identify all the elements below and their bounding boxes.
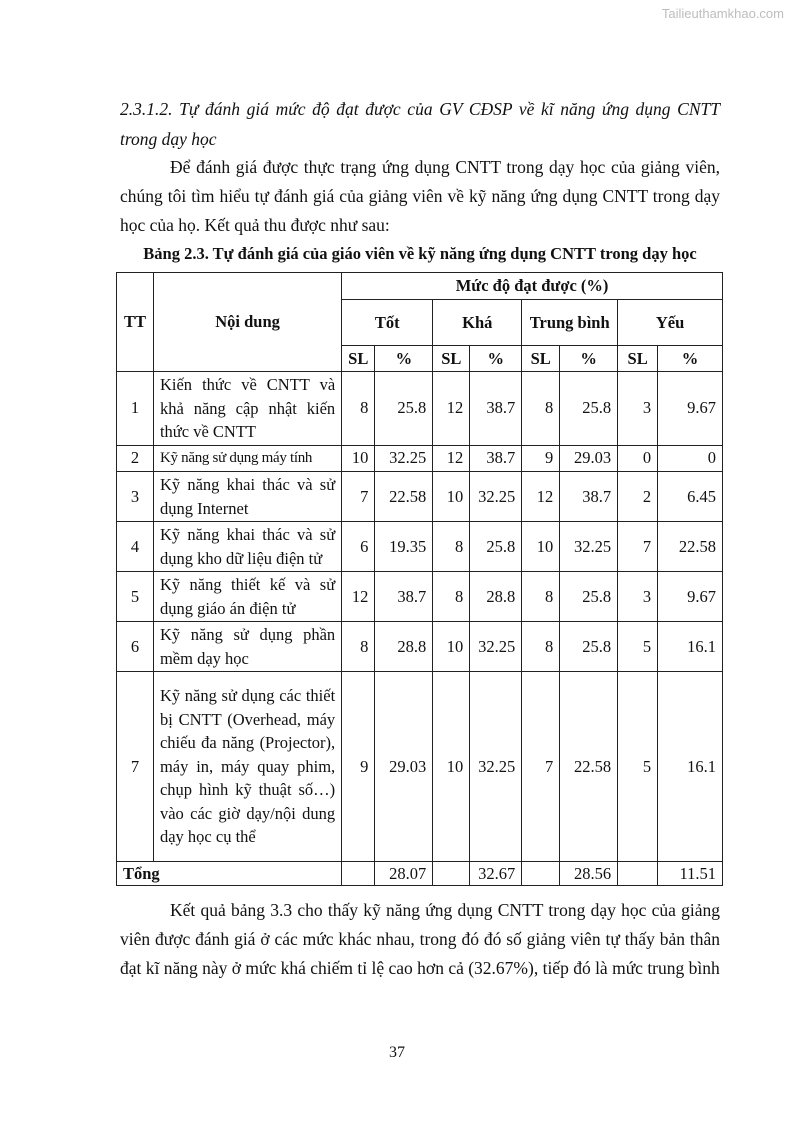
cell-count: 8 bbox=[342, 622, 375, 672]
row-number: 3 bbox=[117, 472, 154, 522]
cell-percent: 6.45 bbox=[658, 472, 723, 522]
row-number: 6 bbox=[117, 622, 154, 672]
cell-count: 12 bbox=[342, 572, 375, 622]
intro-paragraph: Để đánh giá được thực trạng ứng dụng CNTT trong dạy học của giảng viên, chúng tôi tìm hiểu tự đánh giá của giảng viên về kỹ năng ứng dụng CNTT trong dạy học của họ. Kết quả thu được như sau: bbox=[120, 157, 720, 235]
cell-count: 10 bbox=[342, 445, 375, 472]
cell-percent: 22.58 bbox=[658, 522, 723, 572]
header-good: Tốt bbox=[342, 300, 433, 346]
total-cell: 28.07 bbox=[375, 862, 433, 886]
total-cell: 32.67 bbox=[470, 862, 522, 886]
header-average: Trung bình bbox=[522, 300, 618, 346]
cell-percent: 38.7 bbox=[470, 372, 522, 446]
header-sl: SL bbox=[433, 346, 470, 372]
cell-count: 8 bbox=[433, 572, 470, 622]
cell-percent: 29.03 bbox=[560, 445, 618, 472]
header-pct: % bbox=[470, 346, 522, 372]
cell-percent: 22.58 bbox=[375, 472, 433, 522]
table-row bbox=[117, 445, 723, 472]
table-row bbox=[117, 522, 723, 572]
header-tt: TT bbox=[117, 273, 154, 372]
cell-percent: 16.1 bbox=[658, 622, 723, 672]
header-sl: SL bbox=[522, 346, 560, 372]
cell-count: 7 bbox=[522, 672, 560, 862]
cell-percent: 25.8 bbox=[560, 372, 618, 446]
header-pct: % bbox=[658, 346, 723, 372]
cell-count: 8 bbox=[522, 372, 560, 446]
cell-count: 10 bbox=[433, 472, 470, 522]
cell-percent: 28.8 bbox=[375, 622, 433, 672]
cell-count: 5 bbox=[618, 672, 658, 862]
cell-percent: 38.7 bbox=[375, 572, 433, 622]
cell-count: 10 bbox=[433, 622, 470, 672]
cell-percent: 22.58 bbox=[560, 672, 618, 862]
header-level: Mức độ đạt được (%) bbox=[342, 273, 723, 300]
cell-count: 8 bbox=[522, 622, 560, 672]
row-content: Kỹ năng sử dụng máy tính bbox=[153, 445, 341, 472]
cell-count: 7 bbox=[618, 522, 658, 572]
cell-percent: 25.8 bbox=[560, 572, 618, 622]
cell-percent: 38.7 bbox=[470, 445, 522, 472]
table-row bbox=[117, 622, 723, 672]
total-cell: 11.51 bbox=[658, 862, 723, 886]
cell-percent: 25.8 bbox=[560, 622, 618, 672]
header-sl: SL bbox=[618, 346, 658, 372]
result-paragraph: Kết quả bảng 3.3 cho thấy kỹ năng ứng dụng CNTT trong dạy học của giảng viên được đánh giá ở các mức khác nhau, trong đó đó số giảng viên tự thấy bản thân đạt kĩ năng này ở mức khá chiếm tỉ lệ cao hơn cả (32.67%), tiếp đó là mức trung bình bbox=[120, 900, 720, 978]
cell-count: 12 bbox=[522, 472, 560, 522]
cell-percent: 28.8 bbox=[470, 572, 522, 622]
row-number: 7 bbox=[117, 672, 154, 862]
header-fair: Khá bbox=[433, 300, 522, 346]
total-cell bbox=[618, 862, 658, 886]
row-content: Kỹ năng sử dụng các thiết bị CNTT (Overhead, máy chiếu đa năng (Projector), máy in, máy quay phim, chụp hình kỹ thuật số…) vào các giờ dạy/nội dung dạy học cụ thể bbox=[153, 672, 341, 862]
cell-percent: 16.1 bbox=[658, 672, 723, 862]
skills-table bbox=[116, 272, 723, 886]
cell-count: 9 bbox=[522, 445, 560, 472]
cell-count: 10 bbox=[433, 672, 470, 862]
cell-percent: 19.35 bbox=[375, 522, 433, 572]
cell-count: 0 bbox=[618, 445, 658, 472]
cell-percent: 9.67 bbox=[658, 572, 723, 622]
cell-count: 10 bbox=[522, 522, 560, 572]
cell-percent: 9.67 bbox=[658, 372, 723, 446]
total-cell bbox=[433, 862, 470, 886]
cell-percent: 32.25 bbox=[560, 522, 618, 572]
cell-count: 8 bbox=[433, 522, 470, 572]
total-cell bbox=[522, 862, 560, 886]
cell-percent: 29.03 bbox=[375, 672, 433, 862]
cell-percent: 25.8 bbox=[375, 372, 433, 446]
header-pct: % bbox=[560, 346, 618, 372]
row-content: Kỹ năng thiết kế và sử dụng giáo án điện tử bbox=[153, 572, 341, 622]
row-number: 1 bbox=[117, 372, 154, 446]
row-content: Kỹ năng khai thác và sử dụng Internet bbox=[153, 472, 341, 522]
header-pct: % bbox=[375, 346, 433, 372]
cell-count: 3 bbox=[618, 372, 658, 446]
cell-percent: 0 bbox=[658, 445, 723, 472]
cell-percent: 32.25 bbox=[470, 672, 522, 862]
table-row bbox=[117, 472, 723, 522]
cell-count: 12 bbox=[433, 372, 470, 446]
row-content: Kiến thức về CNTT và khả năng cập nhật kiến thức về CNTT bbox=[153, 372, 341, 446]
header-sl: SL bbox=[342, 346, 375, 372]
total-cell: 28.56 bbox=[560, 862, 618, 886]
row-number: 2 bbox=[117, 445, 154, 472]
cell-percent: 32.25 bbox=[470, 472, 522, 522]
cell-percent: 25.8 bbox=[470, 522, 522, 572]
row-number: 4 bbox=[117, 522, 154, 572]
total-cell bbox=[342, 862, 375, 886]
cell-count: 8 bbox=[342, 372, 375, 446]
row-content: Kỹ năng khai thác và sử dụng kho dữ liệu điện tử bbox=[153, 522, 341, 572]
cell-count: 2 bbox=[618, 472, 658, 522]
row-content: Kỹ năng sử dụng phần mềm dạy học bbox=[153, 622, 341, 672]
header-content: Nội dung bbox=[153, 273, 341, 372]
cell-count: 8 bbox=[522, 572, 560, 622]
cell-count: 5 bbox=[618, 622, 658, 672]
cell-count: 9 bbox=[342, 672, 375, 862]
cell-count: 7 bbox=[342, 472, 375, 522]
section-heading: 2.3.1.2. Tự đánh giá mức độ đạt được của GV CĐSP về kĩ năng ứng dụng CNTT trong dạy học bbox=[120, 99, 720, 149]
cell-percent: 32.25 bbox=[470, 622, 522, 672]
cell-percent: 32.25 bbox=[375, 445, 433, 472]
cell-count: 6 bbox=[342, 522, 375, 572]
table-row bbox=[117, 672, 723, 862]
cell-percent: 38.7 bbox=[560, 472, 618, 522]
header-weak: Yếu bbox=[618, 300, 723, 346]
cell-count: 3 bbox=[618, 572, 658, 622]
table-caption: Bảng 2.3. Tự đánh giá của giáo viên về kỹ năng ứng dụng CNTT trong dạy học bbox=[143, 244, 697, 263]
row-number: 5 bbox=[117, 572, 154, 622]
total-label: Tổng bbox=[117, 862, 342, 886]
page-number: 37 bbox=[389, 1044, 405, 1061]
cell-count: 12 bbox=[433, 445, 470, 472]
table-row bbox=[117, 572, 723, 622]
table-row bbox=[117, 372, 723, 446]
watermark: Tailieuthamkhao.com bbox=[661, 6, 784, 21]
